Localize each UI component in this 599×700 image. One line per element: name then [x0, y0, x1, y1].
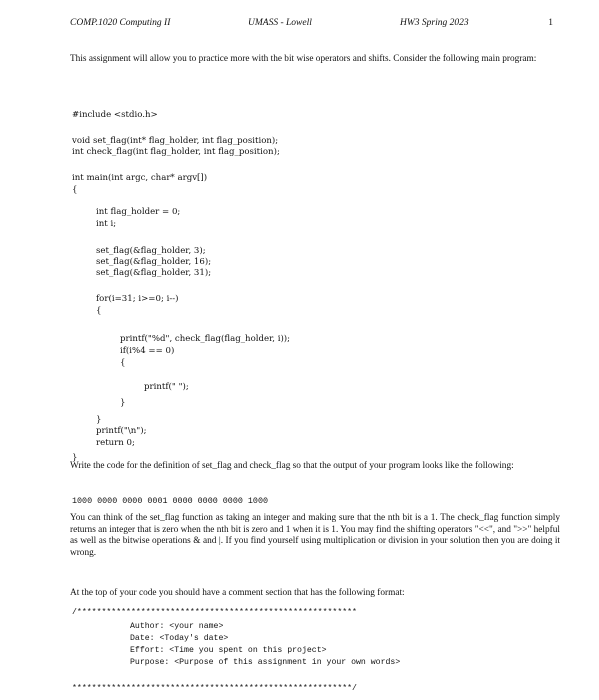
code-line: void set_flag(int* flag_holder, int flag_position); [72, 136, 279, 146]
code-line: int i; [96, 219, 117, 229]
code-line: } [96, 415, 102, 425]
comment-line: Effort: <Time you spent on this project> [130, 646, 327, 655]
code-line: printf("%d", check_flag(flag_holder, i)); [120, 334, 291, 344]
code-line: printf("\n"); [96, 426, 147, 436]
comment-line: *********************************************************/ [72, 684, 357, 693]
page-header [70, 18, 553, 34]
comment-line: Date: <Today's date> [130, 634, 229, 643]
code-line: int check_flag(int flag_holder, int flag_position); [72, 147, 280, 157]
code-line: { [120, 358, 126, 368]
code-line: { [72, 185, 78, 195]
page-number: 1 [548, 18, 553, 28]
hint-paragraph: You can think of the set_flag function as taking an integer and making sure that the nth bit is a 1. The check_flag function simply returns an integer that is zero when the nth bit is zero and 1 when it is 1. You may find the shifting operators "<<", and ">>" helpful as well as the bitwise operations & and |. If you find yourself using multiplication or division in your solution then you are doing it wrong. [70, 513, 560, 558]
comment-instructions: At the top of your code you should have a comment section that has the following format: [70, 588, 405, 598]
code-line: { [96, 306, 102, 316]
code-line: for(i=31; i>=0; i--) [96, 294, 179, 304]
code-line: int main(int argc, char* argv[]) [72, 173, 208, 183]
code-line: } [72, 453, 78, 463]
comment-line: Author: <your name> [130, 622, 224, 631]
code-line: printf(" "); [144, 382, 189, 392]
expected-output: 1000 0000 0000 0001 0000 0000 0000 1000 [72, 496, 269, 506]
comment-line: Purpose: <Purpose of this assignment in your own words> [130, 658, 401, 667]
code-line: set_flag(&flag_holder, 3); [96, 246, 206, 256]
write-code-paragraph: Write the code for the definition of set_flag and check_flag so that the output of your program looks like the following: [70, 461, 514, 471]
code-line: set_flag(&flag_holder, 16); [96, 257, 212, 267]
assignment-title: HW3 Spring 2023 [400, 18, 469, 28]
code-line: return 0; [96, 438, 135, 448]
code-line: } [120, 398, 126, 408]
school-name: UMASS - Lowell [248, 18, 312, 28]
code-line: if(i%4 == 0) [120, 346, 175, 356]
code-line: #include <stdio.h> [72, 110, 158, 120]
code-line: set_flag(&flag_holder, 31); [96, 268, 212, 278]
intro-paragraph: This assignment will allow you to practice more with the bit wise operators and shifts. Consider the following main program: [70, 54, 537, 64]
code-line: int flag_holder = 0; [96, 207, 181, 217]
course-title: COMP.1020 Computing II [70, 18, 171, 28]
comment-line: /********************************************************* [72, 608, 357, 617]
